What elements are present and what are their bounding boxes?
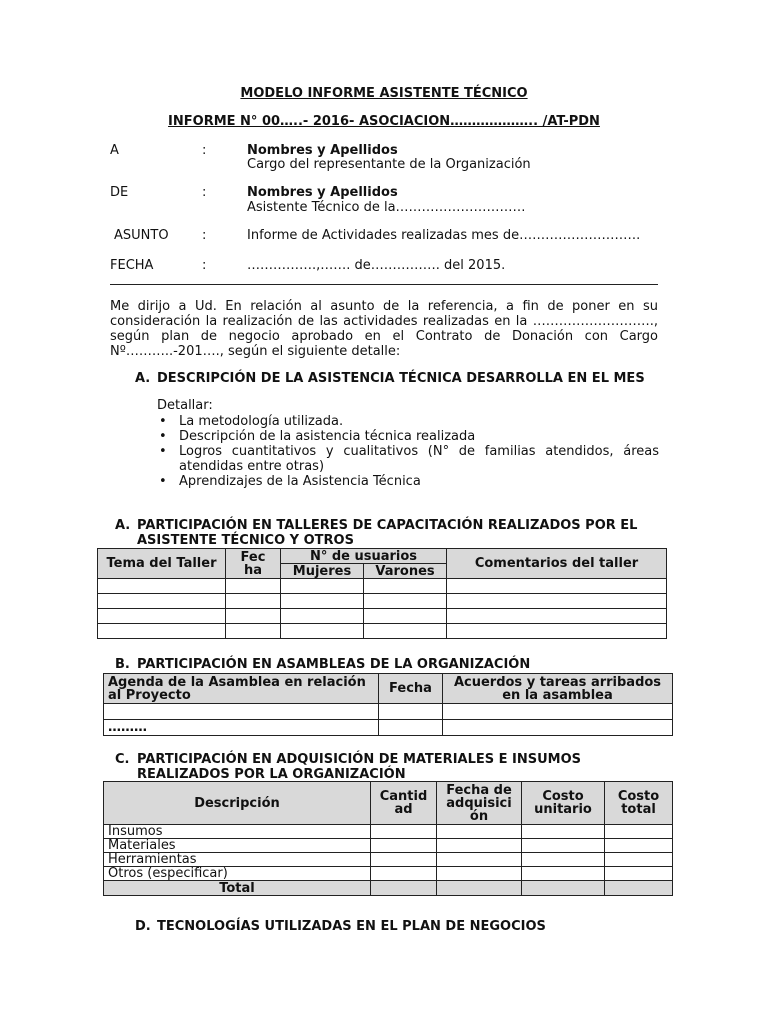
section-c-title-line1: PARTICIPACIÓN EN ADQUISICIÓN DE MATERIALES E INSUMOS <box>137 752 582 767</box>
header-divider <box>110 284 658 285</box>
table-row <box>104 853 673 867</box>
section-c-letter: C. <box>115 752 130 767</box>
header-de-colon: : <box>202 185 207 200</box>
table-row <box>104 704 673 720</box>
header-a-name: Nombres y Apellidos <box>247 143 398 158</box>
section-b-title: PARTICIPACIÓN EN ASAMBLEAS DE LA ORGANIZACIÓN <box>137 657 531 672</box>
header-asunto-label: ASUNTO <box>114 228 169 243</box>
section-a2-letter: A. <box>115 518 131 533</box>
col-agenda-header: Agenda de la Asamblea en relación al Proyecto <box>104 674 379 704</box>
col-usuarios-header: N° de usuarios <box>281 549 447 564</box>
detail-label: Detallar: <box>157 398 213 413</box>
section-a2-title-line2: ASISTENTE TÉCNICO Y OTROS <box>137 533 354 548</box>
col-fecha-header: Fecha <box>379 674 443 704</box>
section-a1-letter: A. <box>135 371 151 386</box>
col-cantidad-header: Cantid ad <box>371 782 437 825</box>
list-item: • La metodología utilizada. <box>157 414 659 429</box>
header-a-colon: : <box>202 143 207 158</box>
table-row <box>104 839 673 853</box>
section-c-title-line2: REALIZADOS POR LA ORGANIZACIÓN <box>137 767 406 782</box>
header-de-detail: Asistente Técnico de la………………………… <box>247 200 526 215</box>
document-title: MODELO INFORME ASISTENTE TÉCNICO <box>240 86 528 101</box>
table-row <box>98 594 667 609</box>
col-varones-header: Varones <box>364 564 447 579</box>
intro-paragraph: Me dirijo a Ud. En relación al asunto de la referencia, a fin de poner en su consideración la realización de las actividades realizadas en la ………………………., según plan de negocio aprobado en el Contrato de Donación con Cargo Nº………..-201…., según el siguiente detalle: <box>110 299 658 359</box>
table-row <box>98 609 667 624</box>
row-label: Otros (especificar) <box>104 867 371 881</box>
total-label: Total <box>104 881 371 896</box>
header-fecha-label: FECHA <box>110 258 154 273</box>
col-costo-unitario-header: Costo unitario <box>522 782 605 825</box>
section-d-title: TECNOLOGÍAS UTILIZADAS EN EL PLAN DE NEGOCIOS <box>157 919 546 934</box>
talleres-table <box>97 548 667 639</box>
table-row <box>98 624 667 639</box>
list-item: • Aprendizajes de la Asistencia Técnica <box>157 474 659 489</box>
header-asunto-value: Informe de Actividades realizadas mes de………………………. <box>247 228 641 243</box>
col-descripcion-header: Descripción <box>104 782 371 825</box>
col-mujeres-header: Mujeres <box>281 564 364 579</box>
section-d-letter: D. <box>135 919 151 934</box>
header-fecha-colon: : <box>202 258 207 273</box>
col-comentarios-header: Comentarios del taller <box>447 549 667 579</box>
section-a2-title-line1: PARTICIPACIÓN EN TALLERES DE CAPACITACIÓN REALIZADOS POR EL <box>137 518 638 533</box>
header-de-name: Nombres y Apellidos <box>247 185 398 200</box>
header-a-detail: Cargo del representante de la Organización <box>247 157 531 172</box>
header-fecha-value: …………….,……. de……………. del 2015. <box>247 258 506 273</box>
header-asunto-colon: : <box>202 228 207 243</box>
row-label: Herramientas <box>104 853 371 867</box>
table-row <box>104 867 673 881</box>
list-item: • Logros cuantitativos y cualitativos (N° de familias atendidos, áreas atendidas entre otras) <box>157 444 659 474</box>
informe-number: INFORME N° 00…..- 2016- ASOCIACION……………….. /AT-PDN <box>168 114 600 129</box>
col-tema-header: Tema del Taller <box>98 549 226 579</box>
section-b-letter: B. <box>115 657 130 672</box>
asambleas-table <box>103 673 673 736</box>
agenda-cell: ……… <box>104 720 379 736</box>
total-row <box>104 881 673 896</box>
row-label: Materiales <box>104 839 371 853</box>
col-acuerdos-header: Acuerdos y tareas arribados en la asamblea <box>443 674 673 704</box>
header-a-label: A <box>110 143 119 158</box>
table-row <box>98 579 667 594</box>
table-row <box>104 825 673 839</box>
table-row <box>104 720 673 736</box>
header-de-label: DE <box>110 185 129 200</box>
section-a1-title: DESCRIPCIÓN DE LA ASISTENCIA TÉCNICA DESARROLLA EN EL MES <box>157 371 645 386</box>
adquisicion-table <box>103 781 673 896</box>
detail-bullet-list <box>157 414 659 489</box>
list-item: • Descripción de la asistencia técnica realizada <box>157 429 659 444</box>
row-label: Insumos <box>104 825 371 839</box>
col-fecha-adquisicion-header: Fecha de adquisici ón <box>437 782 522 825</box>
col-fecha-header: Fec ha <box>226 549 281 579</box>
col-costo-total-header: Costo total <box>605 782 673 825</box>
